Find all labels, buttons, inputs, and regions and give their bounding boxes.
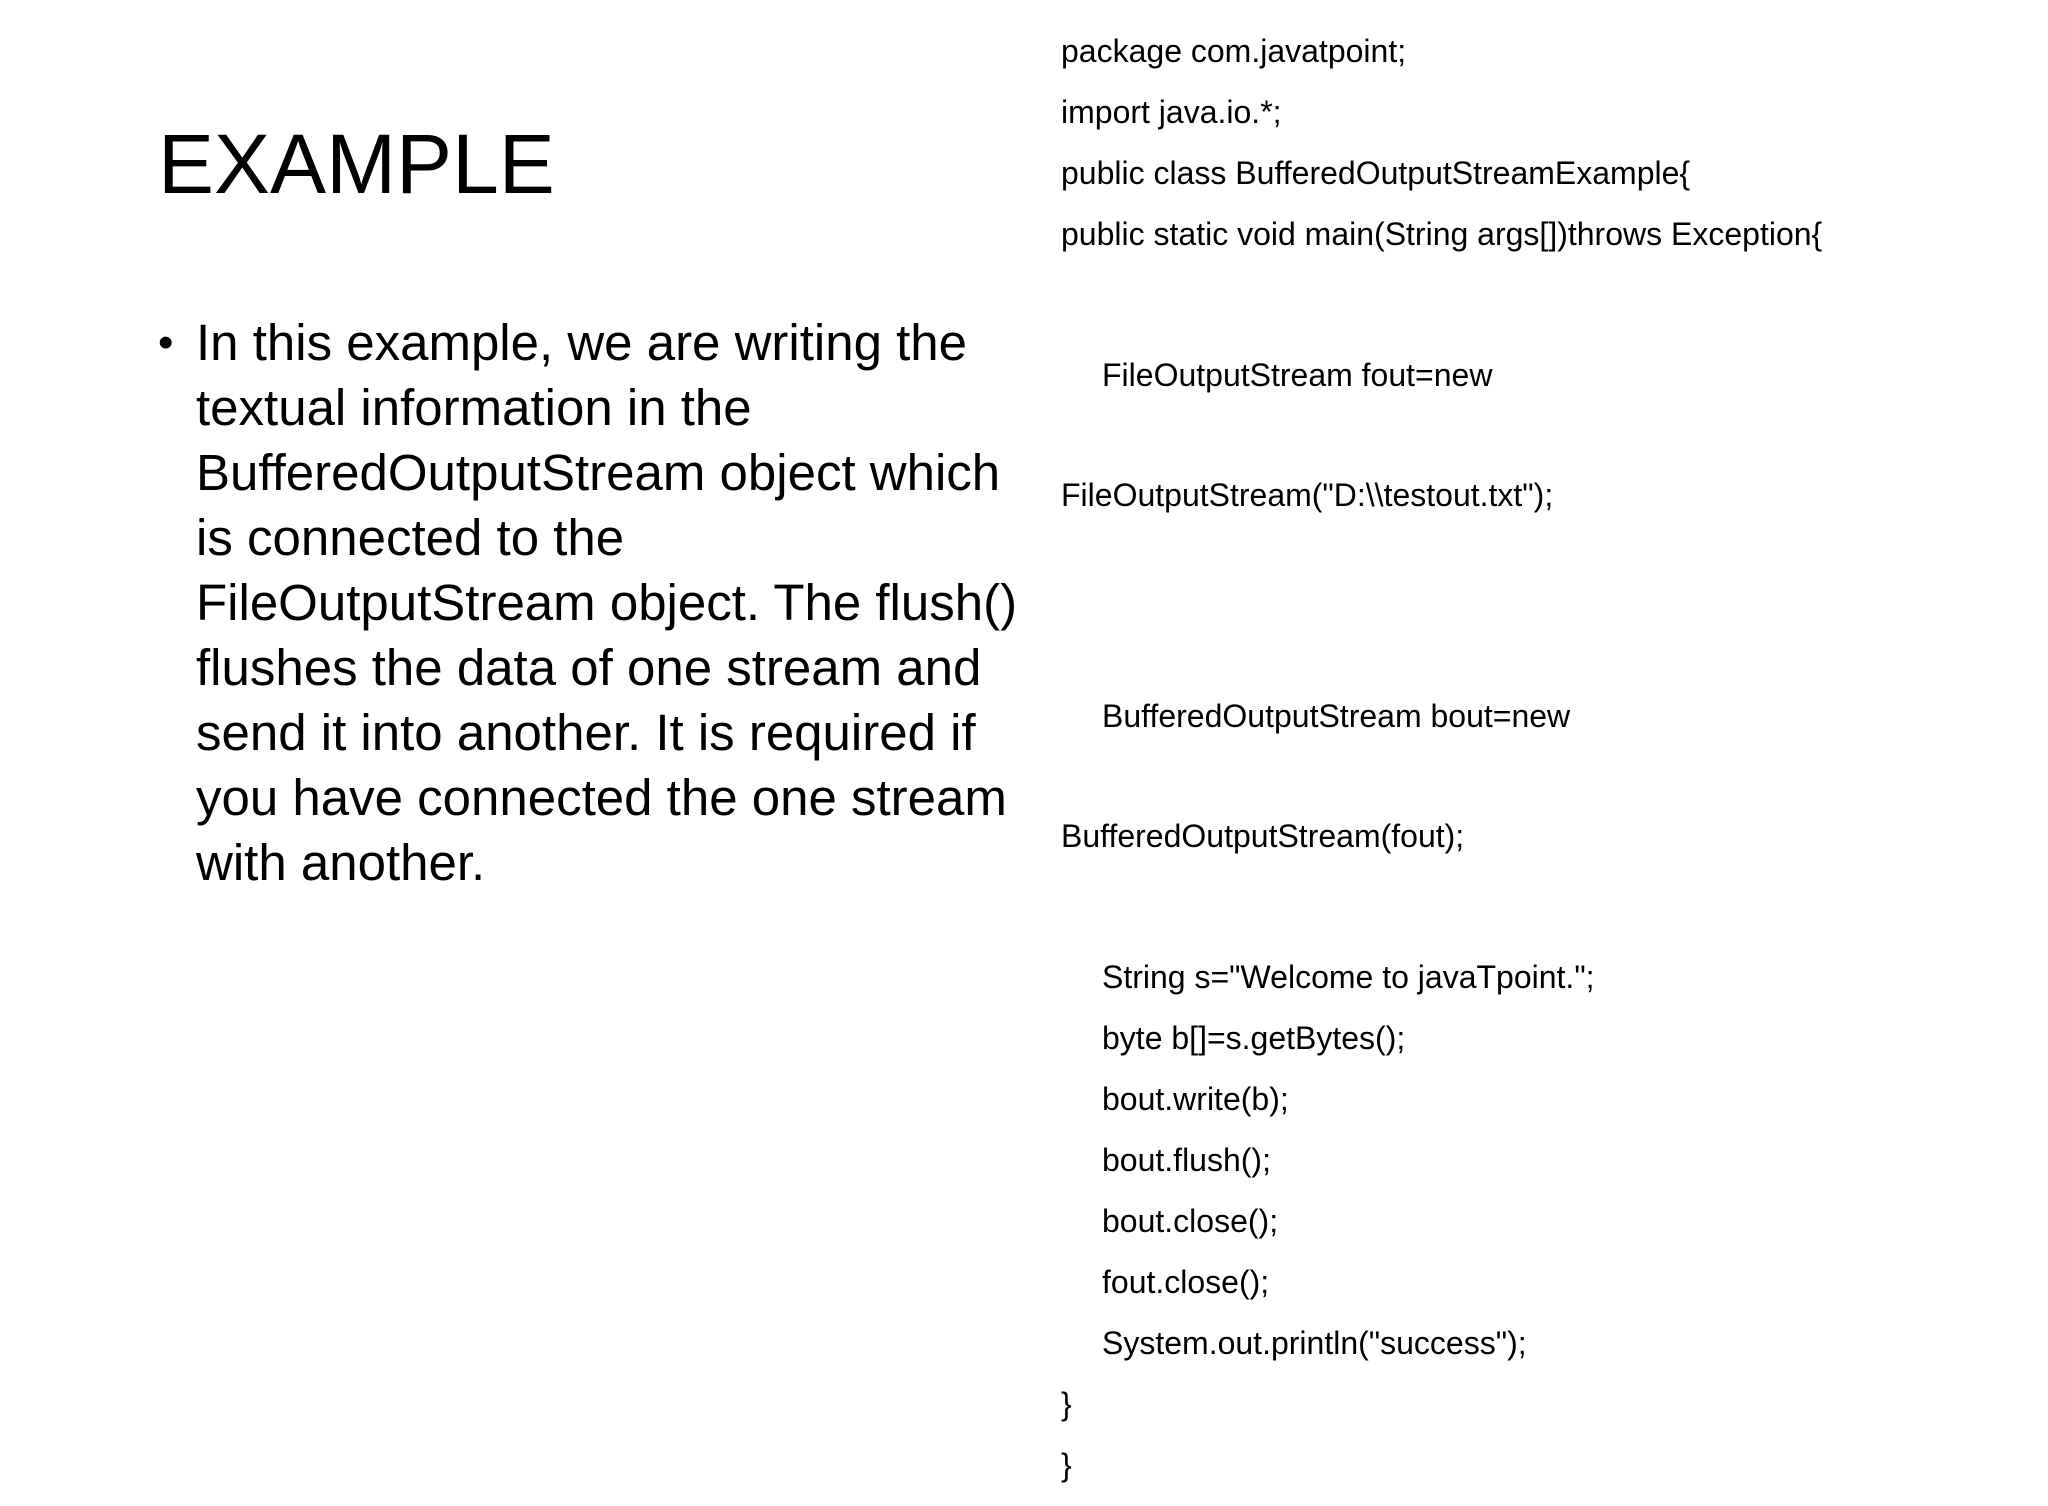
code-line: public class BufferedOutputStreamExample{ bbox=[1061, 155, 1691, 191]
bullet-list bbox=[158, 310, 1018, 895]
code-line: import java.io.*; bbox=[1061, 94, 1282, 130]
code-line-part: FileOutputStream("D:\\testout.txt"); bbox=[1061, 477, 1554, 513]
bullet-icon: • bbox=[158, 318, 174, 367]
code-line-part: FileOutputStream fout=new bbox=[1102, 357, 1493, 393]
code-line: byte b[]=s.getBytes(); bbox=[1102, 1020, 1406, 1056]
code-line: fout.close(); bbox=[1102, 1264, 1270, 1300]
code-line: package com.javatpoint; bbox=[1061, 33, 1407, 69]
code-line: bout.write(b); bbox=[1102, 1081, 1289, 1117]
bullet-item bbox=[158, 310, 1018, 895]
code-line: bout.close(); bbox=[1102, 1203, 1279, 1239]
code-line-wrapped bbox=[1061, 275, 2021, 595]
code-line: String s="Welcome to javaTpoint."; bbox=[1102, 959, 1595, 995]
code-line: } bbox=[1061, 1386, 1072, 1422]
code-line: public static void main(String args[])throws Exception{ bbox=[1061, 216, 1823, 252]
code-line: System.out.println("success"); bbox=[1102, 1325, 1527, 1361]
slide-title: EXAMPLE bbox=[158, 117, 555, 211]
bullet-list-container bbox=[158, 310, 1018, 895]
code-line-part: BufferedOutputStream(fout); bbox=[1061, 818, 1465, 854]
code-line: bout.flush(); bbox=[1102, 1142, 1271, 1178]
code-block bbox=[1061, 31, 2021, 1506]
code-line-wrapped bbox=[1061, 616, 2021, 936]
code-line-part: BufferedOutputStream bout=new bbox=[1102, 698, 1571, 734]
bullet-text: In this example, we are writing the textual information in the BufferedOutputStream object which is connected to the FileOutputStream object. The flush() flushes the data of one stream and send it into another. It is required if you have connected the one stream with another. bbox=[196, 314, 1018, 891]
code-line: } bbox=[1061, 1447, 1072, 1483]
